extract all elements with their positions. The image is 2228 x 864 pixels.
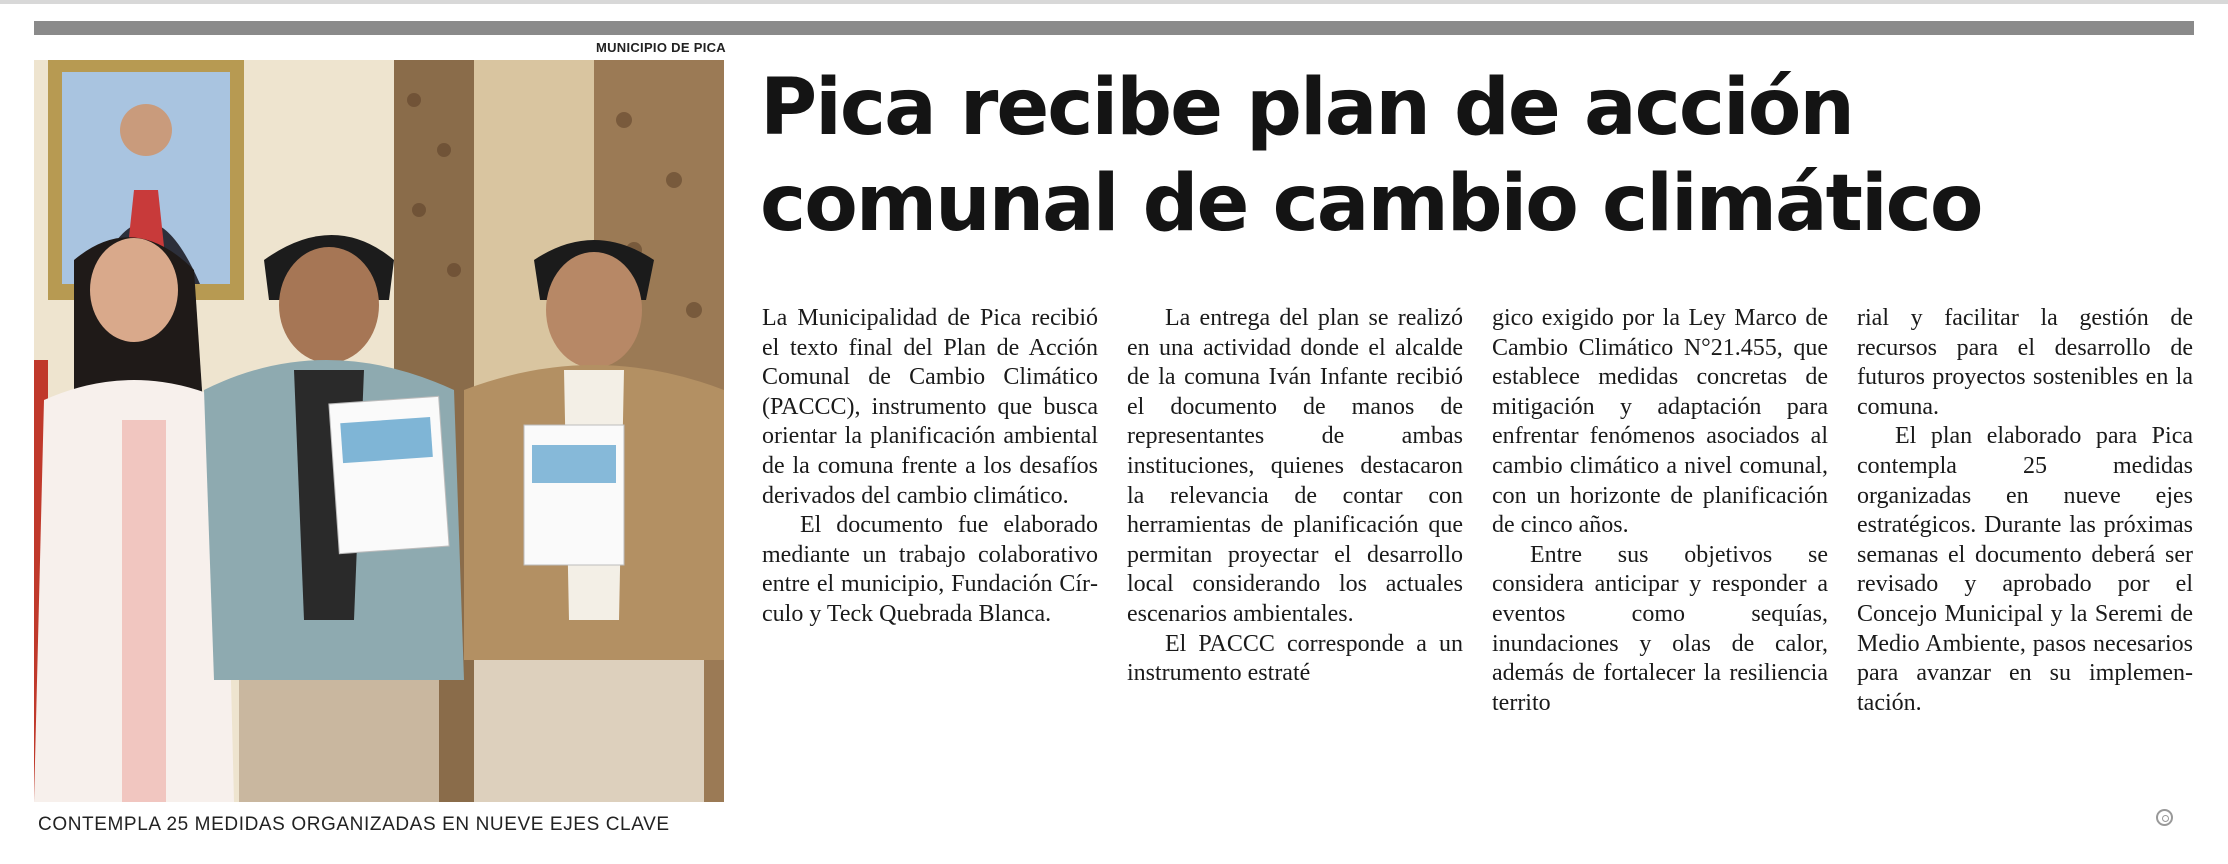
photo-caption: CONTEMPLA 25 MEDIDAS ORGANIZADAS EN NUEVE EJES CLAVE [38, 814, 670, 835]
column-2-paragraph-1: La entrega del plan se realizó en una actividad donde el alcalde de la comuna Iván Infante recibió el documento de manos de representantes de ambas instituciones, quienes destacaron la relevancia de contar con herramientas de planificación que permitan proyectar el desarrollo local considerando los actuales escenarios ambientales. [1127, 305, 1463, 627]
column-3-paragraph-2: Entre sus objetivos se considera anticipar y responder a eventos como sequías, inundaciones y olas de calor, además de fortalecer la resiliencia territo [1492, 541, 1828, 716]
article-column-2 [1127, 304, 1463, 844]
headline-line-1: Pica recibe plan de acción [760, 63, 1853, 153]
top-edge-strip [0, 0, 2228, 4]
article-end-mark-icon [2156, 809, 2173, 826]
article-column-1 [762, 304, 1098, 844]
column-4-paragraph-2: El plan elaborado para Pica contempla 25 medidas organizadas en nueve ejes estratégicos. Durante las próximas semanas el documento deberá ser revisado y aprobado por el Concejo Municipal y la Seremi de Medio Ambiente, pasos necesarios para avanzar en su implementación. [1857, 423, 2193, 716]
column-1-paragraph-2: El documento fue elaborado mediante un trabajo colaborativo entre el municipio, Fundación Círculo y Teck Quebrada Blanca. [762, 512, 1098, 627]
column-3-paragraph-1: gico exigido por la Ley Marco de Cambio Climático N°21.455, que establece medidas concretas de mitigación y adaptación para enfrentar fenómenos asociados al cambio climático a nivel comunal, con un horizonte de planificación de cinco años. [1492, 305, 1828, 539]
article-column-4 [1857, 304, 2193, 844]
column-2-paragraph-2: El PACCC corresponde a un instrumento estraté [1127, 630, 1463, 687]
headline [760, 60, 2180, 252]
photo-credit: MUNICIPIO DE PICA [595, 40, 726, 55]
section-rule [34, 21, 2194, 35]
article-column-3 [1492, 304, 1828, 844]
headline-line-2: comunal de cambio climático [760, 159, 1982, 249]
column-1-paragraph-1: La Municipalidad de Pica recibió el texto final del Plan de Acción Comunal de Cambio Climático (PACCC), instrumento que busca orientar la planificación ambiental de la comuna frente a los desafíos derivados del cambio climático. [762, 305, 1098, 509]
column-4-paragraph-1: rial y facilitar la gestión de recursos para el desarrollo de futuros proyectos sostenibles en la comuna. [1857, 305, 2193, 420]
news-photo [34, 60, 724, 802]
